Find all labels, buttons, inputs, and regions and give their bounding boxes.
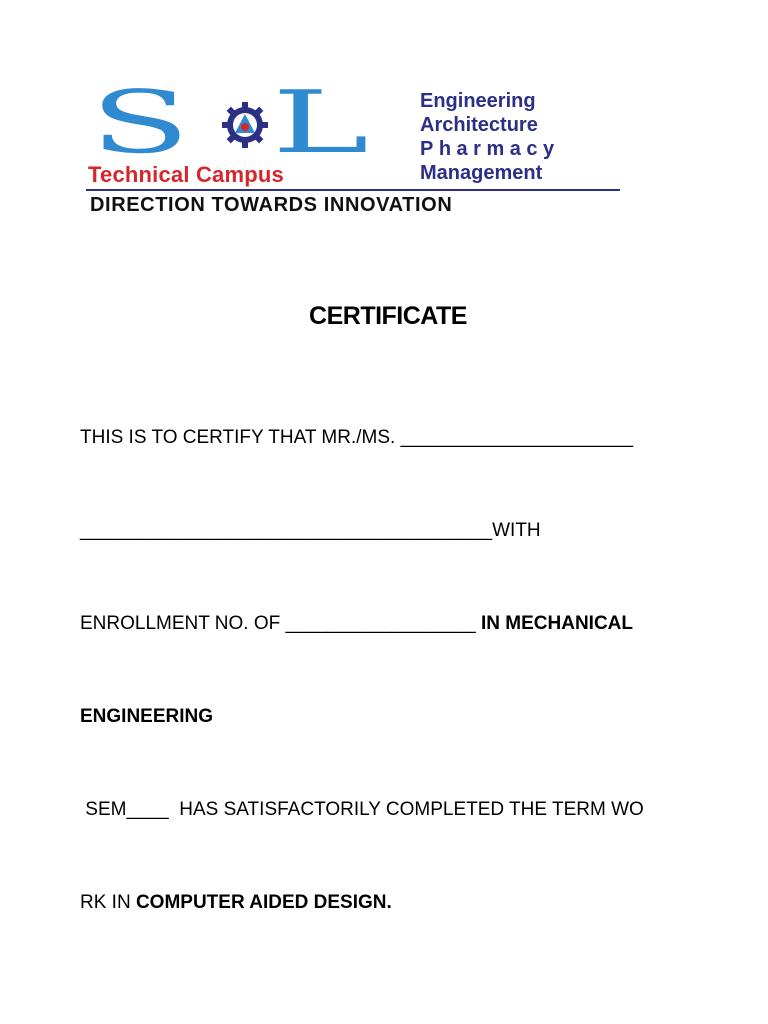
logo-letter-s: S <box>90 73 184 173</box>
logo-campus-name: Technical Campus <box>88 162 284 187</box>
discipline-engineering: Engineering <box>420 90 536 112</box>
certificate-line-semester: SEM____ HAS SATISFACTORILY COMPLETED THE TERM WO <box>80 799 644 820</box>
logo-tagline: DIRECTION TOWARDS INNOVATION <box>90 194 453 216</box>
certificate-line-subject <box>80 887 700 918</box>
certificate-line-name: THIS IS TO CERTIFY THAT MR./MS. ______________________ <box>80 427 634 448</box>
logo-disciplines <box>420 89 620 185</box>
logo-divider <box>86 189 620 191</box>
discipline-pharmacy: Pharmacy <box>420 138 560 160</box>
certificate-line-branch: ENGINEERING <box>80 706 214 727</box>
institution-logo <box>86 73 626 221</box>
gear-emblem-icon <box>222 102 268 148</box>
subject-prefix: RK IN <box>80 892 136 913</box>
enrollment-text: ENROLLMENT NO. OF __________________ <box>80 613 481 634</box>
discipline-architecture: Architecture <box>420 114 538 136</box>
subject-name: COMPUTER AIDED DESIGN. <box>135 892 392 913</box>
certificate-body <box>80 360 700 980</box>
certificate-line-enrollment <box>80 608 700 639</box>
logo-mark <box>86 73 416 187</box>
certificate-line-name-continued: _______________________________________WITH <box>80 520 541 541</box>
branch-text: IN MECHANICAL <box>481 613 633 634</box>
discipline-management: Management <box>420 162 543 184</box>
logo-letter-l: L <box>271 73 363 173</box>
certificate-title: CERTIFICATE <box>309 302 467 330</box>
